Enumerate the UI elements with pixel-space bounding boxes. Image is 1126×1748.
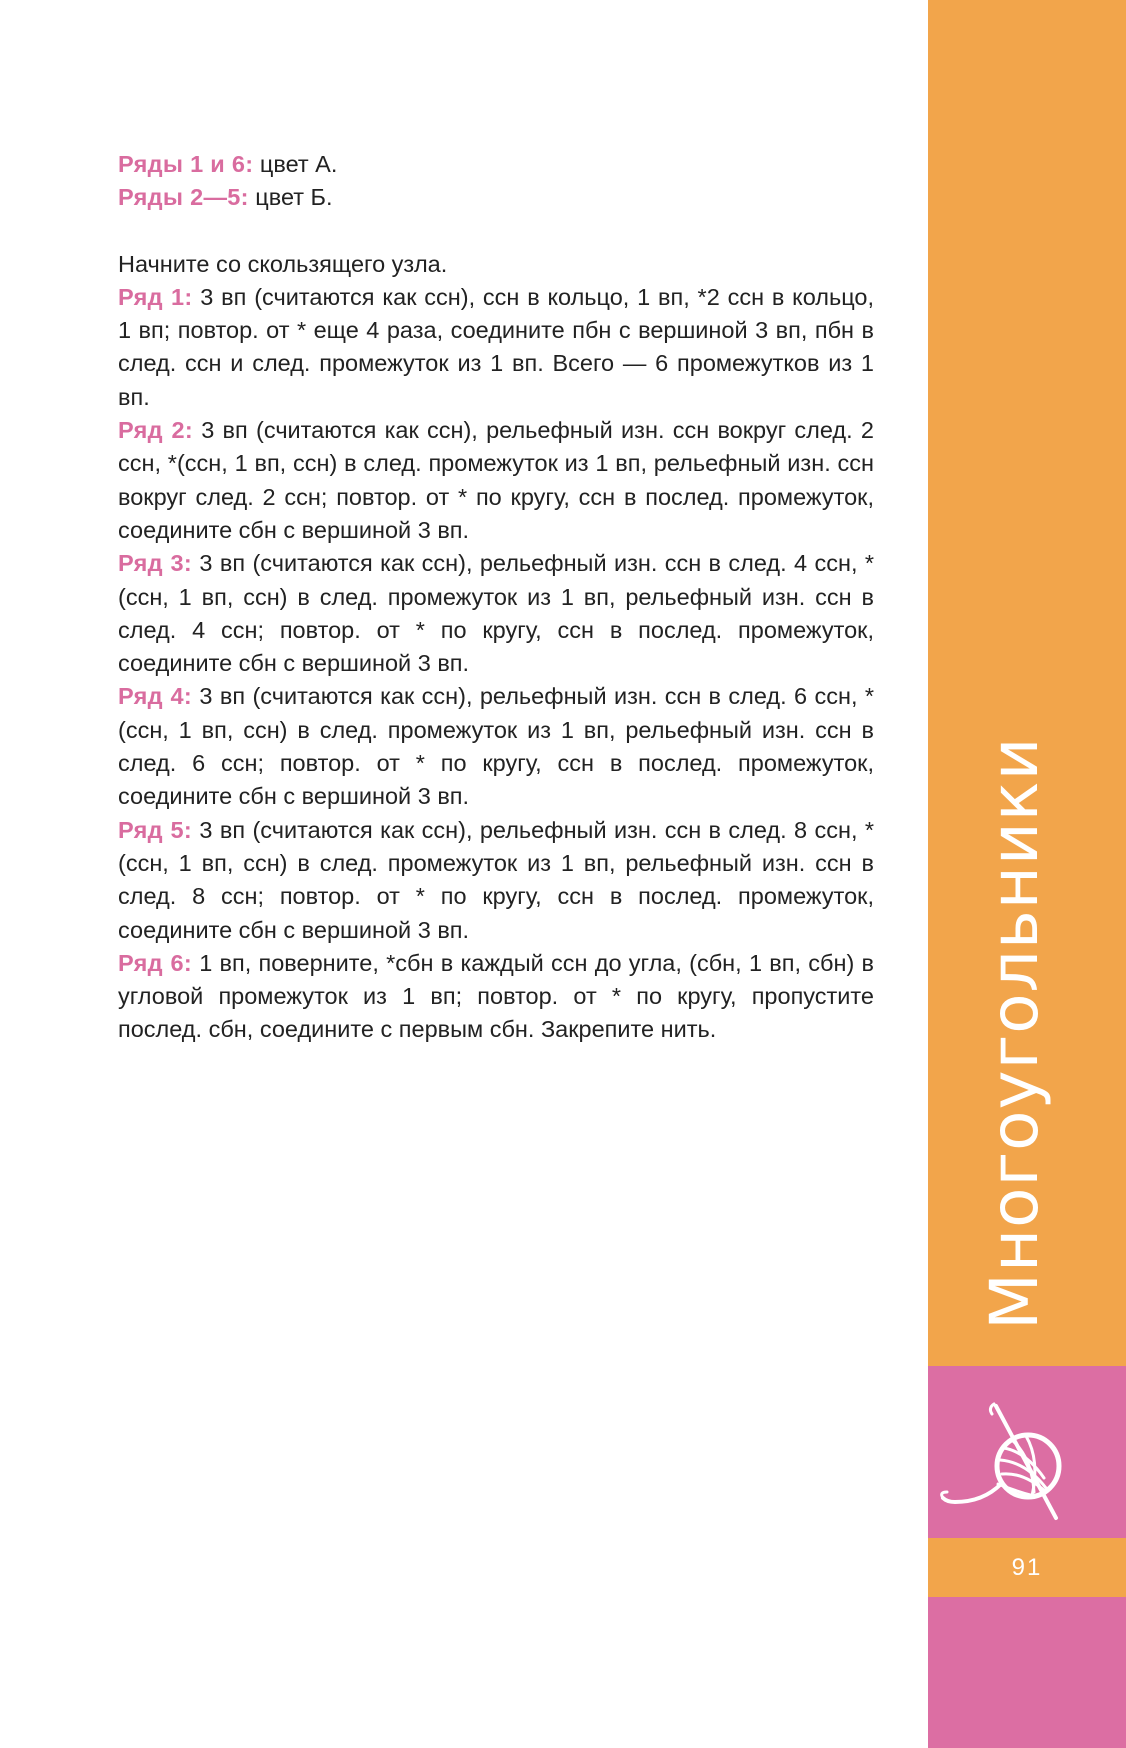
row-text: 3 вп (считаются как ссн), рельефный изн. ссн вокруг след. 2 ссн, *(ссн, 1 вп, ссн) в след. промежуток из 1 вп, рельефный изн. ссн вокруг след. 2 ссн; повтор. от * по кругу, ссн в послед. промежуток, соедините сбн с вершиной 3 вп.	[118, 417, 874, 543]
row-paragraph	[118, 680, 874, 813]
page-number: 91	[1011, 1554, 1043, 1581]
chapter-sidebar	[928, 0, 1126, 1748]
row-label: Ряд 6:	[118, 949, 192, 976]
row-text: 3 вп (считаются как ссн), рельефный изн. ссн в след. 4 ссн, *(ссн, 1 вп, ссн) в след. промежуток из 1 вп, рельефный изн. ссн в след. 4 ссн; повтор. от * по кругу, ссн в послед. промежуток, соедините сбн с вершиной 3 вп.	[118, 550, 874, 677]
row-paragraph	[118, 814, 874, 947]
chapter-title: Многоугольники	[976, 736, 1053, 1330]
row-instructions	[118, 248, 874, 1047]
row-label: Ряд 2:	[118, 417, 193, 444]
row-text: 3 вп (считаются как ссн), ссн в кольцо, 1 вп, *2 ссн в кольцо, 1 вп; повтор. от * еще 4 раза, соедините пбн с вершиной 3 вп, пбн в след. ссн и след. промежуток из 1 вп. Всего — 6 промежутков из 1 вп.	[118, 283, 874, 410]
intro-text: Начните со скользящего узла.	[118, 250, 448, 277]
color-line-text: цвет А.	[253, 151, 338, 177]
row-paragraph	[118, 547, 874, 680]
row-paragraph	[118, 281, 874, 414]
pattern-content	[118, 148, 874, 1047]
sidebar-band-page	[928, 1538, 1126, 1597]
color-line-label: Ряды 1 и 6:	[118, 151, 254, 177]
row-paragraph	[118, 947, 874, 1047]
color-line	[118, 148, 874, 181]
color-line-text: цвет Б.	[248, 184, 333, 211]
sidebar-band-bottom	[928, 1597, 1126, 1748]
sidebar-band-title	[928, 0, 1126, 1366]
row-text: 3 вп (считаются как ссн), рельефный изн. ссн в след. 6 ссн, *(ссн, 1 вп, ссн) в след. промежуток из 1 вп, рельефный изн. ссн в след. 6 ссн; повтор. от * по кругу, ссн в послед. промежуток, соедините сбн с вершиной 3 вп.	[118, 683, 874, 810]
yarn-ball-crochet-hook-icon	[938, 1400, 1088, 1530]
row-text: 1 вп, поверните, *сбн в каждый ссн до угла, (сбн, 1 вп, сбн) в угловой промежуток из 1 вп; повтор. от * по кругу, пропустите послед. сбн, соедините с первым сбн. Закрепите нить.	[118, 949, 875, 1043]
sidebar-band-icon	[928, 1366, 1126, 1538]
row-label: Ряд 5:	[118, 816, 193, 843]
row-label: Ряд 4:	[118, 683, 193, 710]
row-paragraph	[118, 414, 874, 547]
color-line-label: Ряды 2—5:	[118, 184, 249, 211]
color-line	[118, 181, 874, 214]
row-label: Ряд 1:	[118, 283, 193, 310]
color-legend	[118, 148, 874, 215]
row-label: Ряд 3:	[118, 550, 193, 577]
row-text: 3 вп (считаются как ссн), рельефный изн. ссн в след. 8 ссн, *(ссн, 1 вп, ссн) в след. промежуток из 1 вп, рельефный изн. ссн в след. 8 ссн; повтор. от * по кругу, ссн в послед. промежуток, соедините сбн с вершиной 3 вп.	[118, 816, 874, 943]
